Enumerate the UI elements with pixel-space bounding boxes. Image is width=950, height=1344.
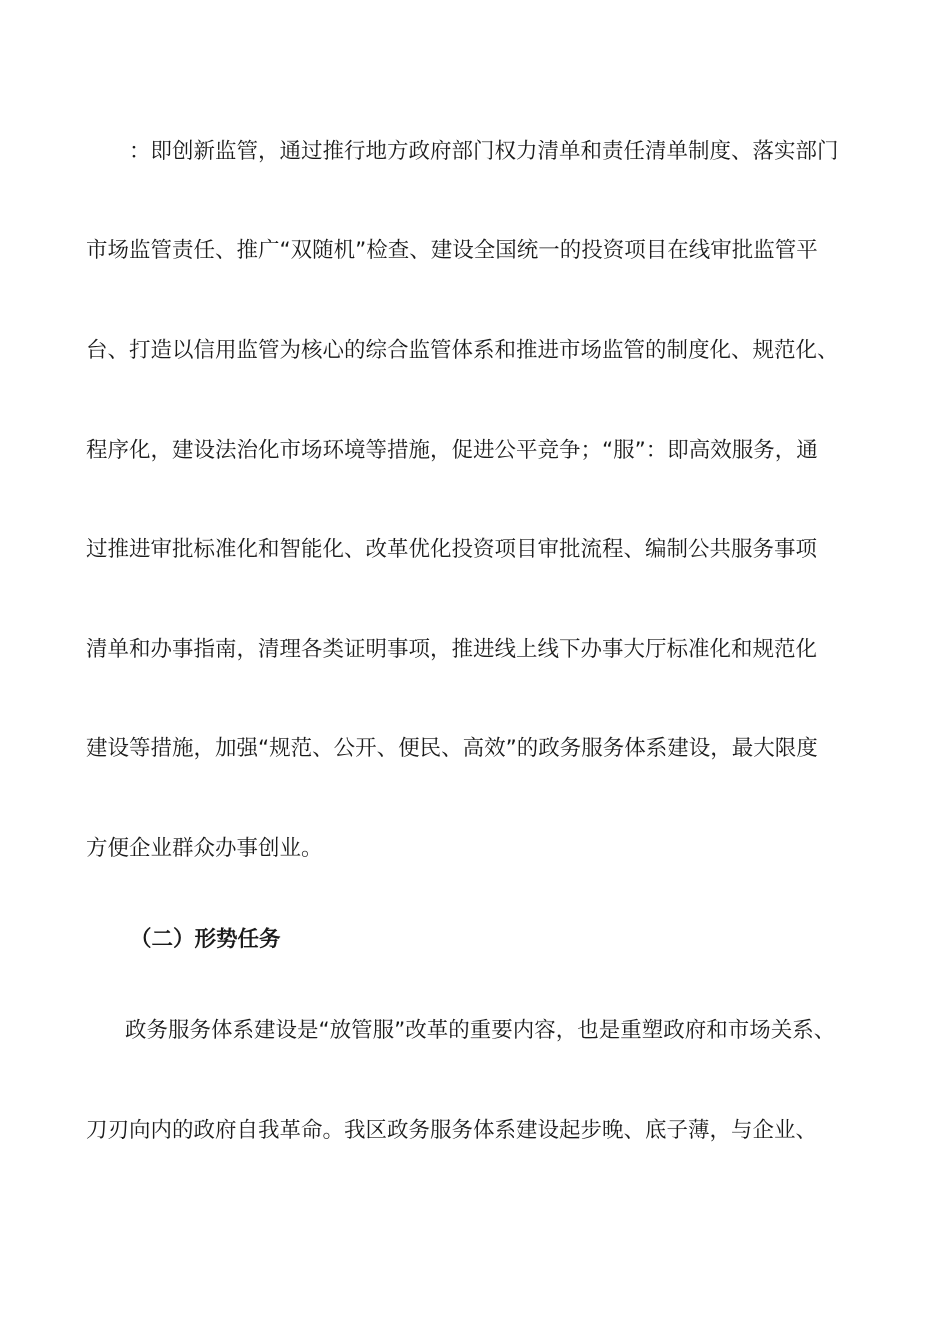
section-paragraph-line-1: 政务服务体系建设是“放管服”改革的重要内容，也是重塑政府和市场关系、: [125, 1018, 836, 1043]
paragraph-line-4: 程序化，建设法治化市场环境等措施，促进公平竞争；“服”：即高效服务，通: [86, 438, 818, 463]
paragraph-line-5: 过推进审批标准化和智能化、改革优化投资项目审批流程、编制公共服务事项: [86, 537, 818, 562]
paragraph-line-3: 台、打造以信用监管为核心的综合监管体系和推进市场监管的制度化、规范化、: [86, 338, 839, 363]
paragraph-line-1: ：即创新监管，通过推行地方政府部门权力清单和责任清单制度、落实部门: [86, 139, 839, 164]
paragraph-line-6: 清单和办事指南，清理各类证明事项，推进线上线下办事大厅标准化和规范化: [86, 637, 818, 662]
paragraph-line-8: 方便企业群众办事创业。: [86, 836, 323, 861]
paragraph-line-7: 建设等措施，加强“规范、公开、便民、高效”的政务服务体系建设，最大限度: [86, 736, 818, 761]
section-heading: （二）形势任务: [130, 927, 281, 952]
section-paragraph-line-2: 刀刃向内的政府自我革命。我区政务服务体系建设起步晚、底子薄，与企业、: [86, 1118, 818, 1143]
paragraph-line-2: 市场监管责任、推广“双随机”检查、建设全国统一的投资项目在线审批监管平: [86, 238, 818, 263]
